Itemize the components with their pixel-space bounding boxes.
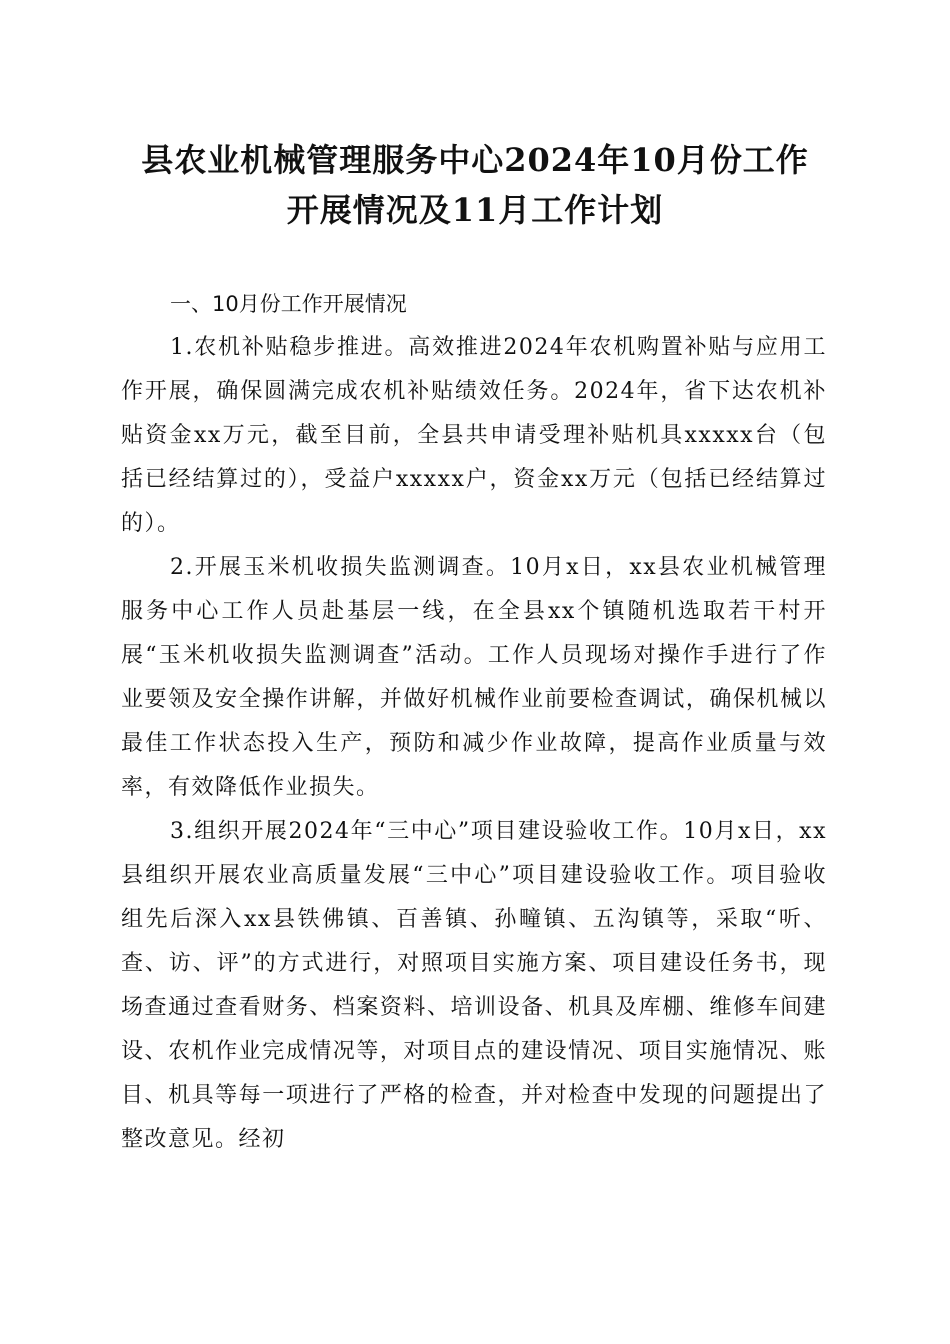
document-body <box>121 282 827 1162</box>
document-title <box>110 135 840 235</box>
paragraph-corn-harvest-survey: 2.开展玉米机收损失监测调查。10月x日，xx县农业机械管理服务中心工作人员赴基层一线，在全县xx个镇随机选取若干村开展“玉米机收损失监测调查”活动。工作人员现场对操作手进行了作业要领及安全操作讲解，并做好机械作业前要检查调试，确保机械以最佳工作状态投入生产，预防和减少作业故障，提高作业质量与效率，有效降低作业损失。 <box>121 555 827 800</box>
paragraph-subsidy: 1.农机补贴稳步推进。高效推进2024年农机购置补贴与应用工作开展，确保圆满完成农机补贴绩效任务。2024年，省下达农机补贴资金xx万元，截至目前，全县共申请受理补贴机具xxxxx台（包括已经结算过的），受益户xxxxx户，资金xx万元（包括已经结算过的）。 <box>121 335 827 536</box>
title-line-2: 开展情况及11月工作计划 <box>286 191 664 229</box>
title-line-1: 县农业机械管理服务中心2024年10月份工作 <box>141 141 809 179</box>
paragraph-three-centers-acceptance: 3.组织开展2024年“三中心”项目建设验收工作。10月x日，xx县组织开展农业高质量发展“三中心”项目建设验收工作。项目验收组先后深入xx县铁佛镇、百善镇、孙疃镇、五沟镇等，采取“听、查、访、评”的方式进行，对照项目实施方案、项目建设任务书，现场查通过查看财务、档案资料、培训设备、机具及库棚、维修车间建设、农机作业完成情况等，对项目点的建设情况、项目实施情况、账目、机具等每一项进行了严格的检查，并对检查中发现的问题提出了整改意见。经初 <box>121 819 827 1152</box>
section-heading: 一、10月份工作开展情况 <box>170 292 407 316</box>
